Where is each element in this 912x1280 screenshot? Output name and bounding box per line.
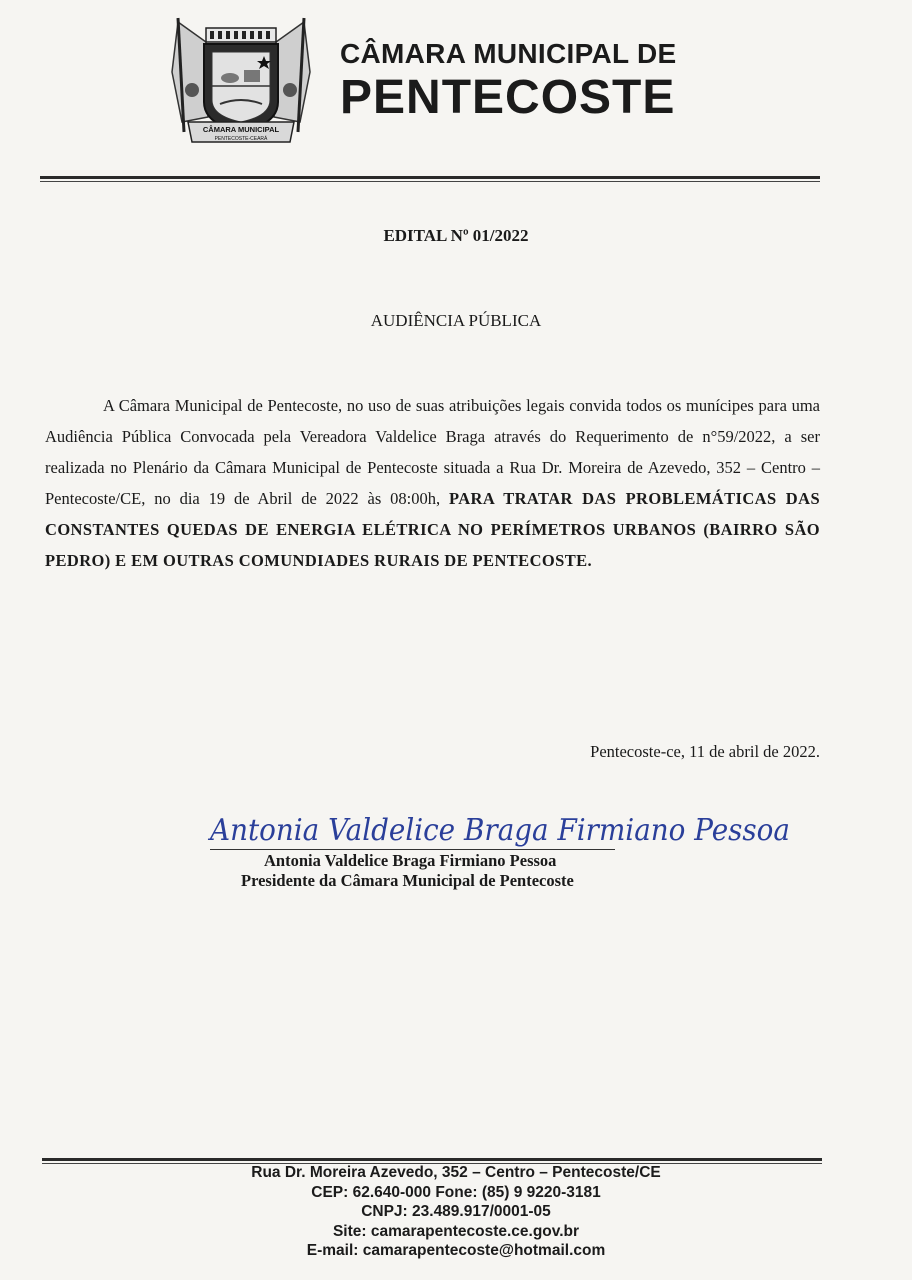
document-subtitle: AUDIÊNCIA PÚBLICA <box>370 311 542 330</box>
org-name-line2: PENTECOSTE <box>340 71 676 124</box>
coat-of-arms-logo <box>168 12 314 146</box>
org-name-line1: CÂMARA MUNICIPAL DE <box>340 38 677 69</box>
logo-text: CÂMARA MUNICIPAL <box>202 125 280 134</box>
signer-role: Presidente da Câmara Municipal de Pentecoste <box>241 871 574 890</box>
footer-contact <box>0 1163 912 1261</box>
body-regular-text: A Câmara Municipal de Pentecoste, no uso de suas atribuições legais convida todos os munícipes para uma Audiência Pública Convocada pela Vereadora Valdelice Braga através do Requerimento de n°59/2022, a ser realizada no Plenário da Câmara Municipal de Pentecoste situada a Rua Dr. Moreira de Azevedo, 352 – Centro – Pentecoste/CE, no dia 19 de Abril de 2022 às 08:00h, <box>45 396 820 508</box>
handwritten-signature <box>200 796 800 856</box>
body-paragraph <box>45 390 820 576</box>
body-emphasis-text: PARA TRATAR DAS PROBLEMÁTICAS DAS CONSTANTES QUEDAS DE ENERGIA ELÉTRICA NO PERÍMETROS URBANOS (BAIRRO SÃO PEDRO) E EM OUTRAS COMUNDIADES RURAIS DE PENTECOSTE. <box>45 489 821 570</box>
signer-name: Antonia Valdelice Braga Firmiano Pessoa <box>264 851 557 870</box>
signature-script: Antonia Valdelice Braga Firmiano Pessoa <box>207 813 790 848</box>
footer-email: E-mail: camarapentecoste@hotmail.com <box>306 1242 606 1259</box>
footer-cep-phone: CEP: 62.640-000 Fone: (85) 9 9220-3181 <box>311 1183 601 1201</box>
header-divider <box>40 176 820 182</box>
document-title: EDITAL Nº 01/2022 <box>383 226 529 245</box>
date-line: Pentecoste-ce, 11 de abril de 2022. <box>590 742 820 761</box>
footer-site: Site: camarapentecoste.ce.gov.br <box>332 1222 580 1240</box>
signature-line <box>210 849 615 850</box>
logo-subtext: PENTECOSTE-CEARÁ <box>214 136 268 142</box>
footer-address: Rua Dr. Moreira Azevedo, 352 – Centro – Pentecoste/CE <box>251 1164 661 1181</box>
footer-cnpj: CNPJ: 23.489.917/0001-05 <box>361 1203 551 1220</box>
